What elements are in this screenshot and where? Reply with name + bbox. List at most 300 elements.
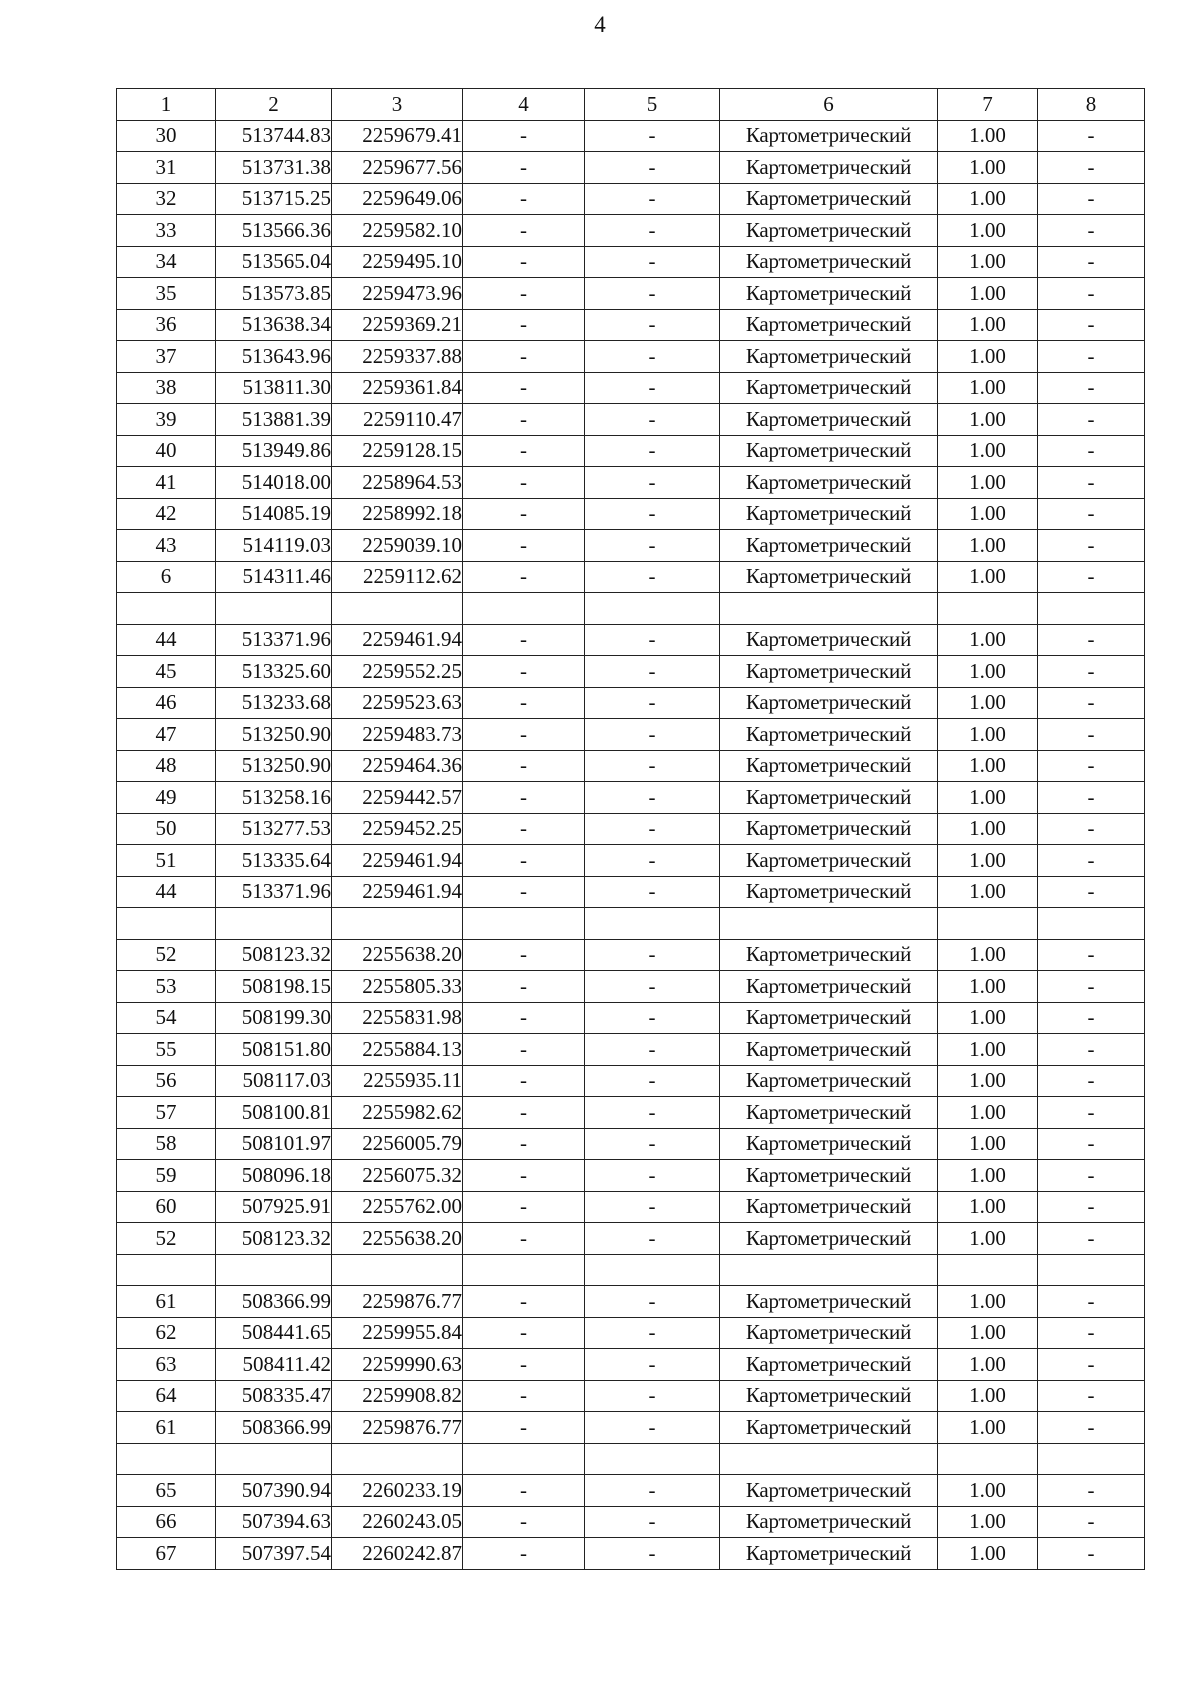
table-cell-col-5: - <box>585 467 720 499</box>
table-cell-col-3: 2259128.15 <box>332 435 463 467</box>
table-cell-col-8: - <box>1038 845 1145 877</box>
table-cell-col-8: - <box>1038 1538 1145 1570</box>
table-cell-col-7: 1.00 <box>938 1412 1038 1444</box>
table-cell-col-8: - <box>1038 1286 1145 1318</box>
table-row <box>117 719 1145 751</box>
table-cell-col-7 <box>938 593 1038 625</box>
table-cell-col-4: - <box>463 813 585 845</box>
table-cell-col-5: - <box>585 1349 720 1381</box>
table-cell-col-5 <box>585 1254 720 1286</box>
table-cell-col-7: 1.00 <box>938 530 1038 562</box>
table-cell-col-2: 508123.32 <box>216 1223 332 1255</box>
table-row <box>117 215 1145 247</box>
table-cell-col-4: - <box>463 939 585 971</box>
table-cell-col-5: - <box>585 435 720 467</box>
table-cell-col-5: - <box>585 1065 720 1097</box>
table-cell-col-4 <box>463 1254 585 1286</box>
table-cell-col-3: 2255935.11 <box>332 1065 463 1097</box>
table-cell-col-3: 2259369.21 <box>332 309 463 341</box>
table-cell-col-2 <box>216 593 332 625</box>
table-cell-col-7 <box>938 1254 1038 1286</box>
table-cell-col-6: Картометрический <box>720 183 938 215</box>
table-cell-col-1: 31 <box>117 152 216 184</box>
table-cell-col-6: Картометрический <box>720 971 938 1003</box>
table-cell-col-3: 2259523.63 <box>332 687 463 719</box>
table-row <box>117 1128 1145 1160</box>
table-cell-col-6: Картометрический <box>720 813 938 845</box>
table-cell-col-8: - <box>1038 309 1145 341</box>
table-cell-col-1: 62 <box>117 1317 216 1349</box>
table-cell-col-5: - <box>585 309 720 341</box>
table-cell-col-1: 36 <box>117 309 216 341</box>
table-cell-col-7: 1.00 <box>938 1506 1038 1538</box>
table-cell-col-2: 507397.54 <box>216 1538 332 1570</box>
table-row <box>117 1160 1145 1192</box>
table-cell-col-1: 46 <box>117 687 216 719</box>
table-cell-col-3: 2256075.32 <box>332 1160 463 1192</box>
table-cell-col-4: - <box>463 1506 585 1538</box>
table-cell-col-5: - <box>585 120 720 152</box>
table-cell-col-2: 508198.15 <box>216 971 332 1003</box>
table-cell-col-1: 65 <box>117 1475 216 1507</box>
table-cell-col-1 <box>117 1443 216 1475</box>
table-cell-col-3: 2259361.84 <box>332 372 463 404</box>
table-cell-col-6: Картометрический <box>720 467 938 499</box>
table-cell-col-4: - <box>463 1065 585 1097</box>
table-cell-col-3: 2256005.79 <box>332 1128 463 1160</box>
table-cell-col-3: 2259679.41 <box>332 120 463 152</box>
table-cell-col-7: 1.00 <box>938 435 1038 467</box>
table-cell-col-4: - <box>463 435 585 467</box>
table-cell-col-3: 2255831.98 <box>332 1002 463 1034</box>
table-cell-col-5: - <box>585 1506 720 1538</box>
table-cell-col-6: Картометрический <box>720 1065 938 1097</box>
table-cell-col-6: Картометрический <box>720 1317 938 1349</box>
table-cell-col-4: - <box>463 1097 585 1129</box>
table-cell-col-2: 514311.46 <box>216 561 332 593</box>
table-cell-col-7 <box>938 908 1038 940</box>
table-cell-col-4: - <box>463 1380 585 1412</box>
table-cell-col-1: 39 <box>117 404 216 436</box>
table-cell-col-1: 49 <box>117 782 216 814</box>
table-cell-col-2: 513233.68 <box>216 687 332 719</box>
table-cell-col-8: - <box>1038 782 1145 814</box>
table-cell-col-6: Картометрический <box>720 1475 938 1507</box>
column-header-1: 1 <box>117 89 216 121</box>
table-cell-col-7: 1.00 <box>938 750 1038 782</box>
separator-row <box>117 593 1145 625</box>
table-cell-col-2: 514119.03 <box>216 530 332 562</box>
table-cell-col-8: - <box>1038 1128 1145 1160</box>
table-cell-col-5: - <box>585 876 720 908</box>
table-cell-col-1: 52 <box>117 1223 216 1255</box>
table-cell-col-4: - <box>463 152 585 184</box>
table-cell-col-2: 513325.60 <box>216 656 332 688</box>
table-cell-col-7: 1.00 <box>938 152 1038 184</box>
table-cell-col-6: Картометрический <box>720 561 938 593</box>
table-row <box>117 1412 1145 1444</box>
table-cell-col-6 <box>720 1254 938 1286</box>
table-cell-col-2: 508199.30 <box>216 1002 332 1034</box>
table-cell-col-8: - <box>1038 246 1145 278</box>
table-cell-col-1: 52 <box>117 939 216 971</box>
column-header-3: 3 <box>332 89 463 121</box>
table-row <box>117 1538 1145 1570</box>
table-cell-col-6: Картометрический <box>720 1286 938 1318</box>
table-cell-col-1: 45 <box>117 656 216 688</box>
table-cell-col-5: - <box>585 750 720 782</box>
table-cell-col-6: Картометрический <box>720 530 938 562</box>
table-cell-col-1: 53 <box>117 971 216 1003</box>
table-cell-col-1: 30 <box>117 120 216 152</box>
table-cell-col-3: 2259495.10 <box>332 246 463 278</box>
table-cell-col-4: - <box>463 1475 585 1507</box>
column-header-6: 6 <box>720 89 938 121</box>
table-cell-col-1: 42 <box>117 498 216 530</box>
table-cell-col-5: - <box>585 1475 720 1507</box>
table-cell-col-5: - <box>585 845 720 877</box>
table-cell-col-2: 513565.04 <box>216 246 332 278</box>
table-cell-col-5: - <box>585 656 720 688</box>
table-cell-col-1 <box>117 1254 216 1286</box>
table-cell-col-7: 1.00 <box>938 1538 1038 1570</box>
table-cell-col-8: - <box>1038 152 1145 184</box>
table-cell-col-8: - <box>1038 939 1145 971</box>
table-cell-col-2: 508100.81 <box>216 1097 332 1129</box>
table-cell-col-1: 56 <box>117 1065 216 1097</box>
table-row <box>117 1065 1145 1097</box>
table-cell-col-1: 37 <box>117 341 216 373</box>
table-cell-col-7: 1.00 <box>938 687 1038 719</box>
table-cell-col-7: 1.00 <box>938 1002 1038 1034</box>
table-cell-col-4: - <box>463 561 585 593</box>
table-cell-col-2 <box>216 908 332 940</box>
table-cell-col-1: 67 <box>117 1538 216 1570</box>
table-cell-col-6: Картометрический <box>720 1380 938 1412</box>
separator-row <box>117 1443 1145 1475</box>
table-cell-col-6: Картометрический <box>720 435 938 467</box>
table-cell-col-2: 513744.83 <box>216 120 332 152</box>
table-cell-col-6: Картометрический <box>720 1506 938 1538</box>
table-cell-col-3: 2259876.77 <box>332 1286 463 1318</box>
table-cell-col-1: 61 <box>117 1286 216 1318</box>
table-cell-col-8: - <box>1038 624 1145 656</box>
table-cell-col-6: Картометрический <box>720 750 938 782</box>
table-cell-col-8: - <box>1038 530 1145 562</box>
column-header-7: 7 <box>938 89 1038 121</box>
table-cell-col-1: 44 <box>117 876 216 908</box>
table-cell-col-1: 43 <box>117 530 216 562</box>
table-cell-col-7: 1.00 <box>938 498 1038 530</box>
table-cell-col-1: 32 <box>117 183 216 215</box>
table-cell-col-5: - <box>585 246 720 278</box>
table-cell-col-6: Картометрический <box>720 1034 938 1066</box>
table-cell-col-2: 513250.90 <box>216 719 332 751</box>
table-cell-col-1: 63 <box>117 1349 216 1381</box>
table-cell-col-8: - <box>1038 656 1145 688</box>
table-cell-col-7: 1.00 <box>938 1475 1038 1507</box>
table-row <box>117 845 1145 877</box>
table-cell-col-4: - <box>463 687 585 719</box>
table-cell-col-5: - <box>585 561 720 593</box>
table-cell-col-2: 513811.30 <box>216 372 332 404</box>
table-cell-col-4: - <box>463 624 585 656</box>
table-cell-col-8: - <box>1038 687 1145 719</box>
column-header-4: 4 <box>463 89 585 121</box>
table-cell-col-6: Картометрический <box>720 687 938 719</box>
table-cell-col-6: Картометрический <box>720 876 938 908</box>
table-cell-col-6: Картометрический <box>720 1160 938 1192</box>
separator-row <box>117 908 1145 940</box>
table-cell-col-2: 508366.99 <box>216 1412 332 1444</box>
table-cell-col-3: 2259112.62 <box>332 561 463 593</box>
table-cell-col-1 <box>117 593 216 625</box>
table-cell-col-7: 1.00 <box>938 971 1038 1003</box>
table-row <box>117 1475 1145 1507</box>
table-cell-col-3: 2258964.53 <box>332 467 463 499</box>
table-cell-col-3: 2260242.87 <box>332 1538 463 1570</box>
table-cell-col-8: - <box>1038 467 1145 499</box>
table-cell-col-2: 508117.03 <box>216 1065 332 1097</box>
table-row <box>117 1034 1145 1066</box>
table-cell-col-4: - <box>463 1160 585 1192</box>
table-cell-col-5: - <box>585 215 720 247</box>
table-body <box>117 120 1145 1569</box>
table-cell-col-3: 2259552.25 <box>332 656 463 688</box>
table-row <box>117 372 1145 404</box>
table-cell-col-1: 40 <box>117 435 216 467</box>
table-cell-col-5: - <box>585 1412 720 1444</box>
table-cell-col-4: - <box>463 183 585 215</box>
table-cell-col-3: 2259461.94 <box>332 876 463 908</box>
table-cell-col-7: 1.00 <box>938 215 1038 247</box>
table-cell-col-8: - <box>1038 719 1145 751</box>
table-cell-col-8: - <box>1038 435 1145 467</box>
table-cell-col-4: - <box>463 1349 585 1381</box>
table-cell-col-4: - <box>463 1002 585 1034</box>
table-cell-col-2: 508096.18 <box>216 1160 332 1192</box>
table-cell-col-4 <box>463 1443 585 1475</box>
table-cell-col-3: 2255762.00 <box>332 1191 463 1223</box>
table-row <box>117 404 1145 436</box>
table-cell-col-2: 508441.65 <box>216 1317 332 1349</box>
table-cell-col-8: - <box>1038 1506 1145 1538</box>
table-cell-col-6: Картометрический <box>720 1412 938 1444</box>
table-cell-col-3: 2259110.47 <box>332 404 463 436</box>
table-row <box>117 687 1145 719</box>
table-cell-col-5: - <box>585 1128 720 1160</box>
table-cell-col-2 <box>216 1254 332 1286</box>
table-cell-col-7: 1.00 <box>938 1065 1038 1097</box>
table-cell-col-5: - <box>585 1286 720 1318</box>
table-cell-col-4: - <box>463 278 585 310</box>
table-cell-col-7: 1.00 <box>938 624 1038 656</box>
table-row <box>117 813 1145 845</box>
table-row <box>117 971 1145 1003</box>
table-cell-col-3: 2255884.13 <box>332 1034 463 1066</box>
table-cell-col-7: 1.00 <box>938 782 1038 814</box>
table-cell-col-4: - <box>463 309 585 341</box>
table-header-row <box>117 89 1145 121</box>
table-row <box>117 1002 1145 1034</box>
table-cell-col-2: 513715.25 <box>216 183 332 215</box>
table-row <box>117 782 1145 814</box>
table-cell-col-7: 1.00 <box>938 656 1038 688</box>
table-cell-col-6: Картометрический <box>720 1223 938 1255</box>
table-cell-col-8: - <box>1038 750 1145 782</box>
table-cell-col-4: - <box>463 719 585 751</box>
table-cell-col-4: - <box>463 1538 585 1570</box>
table-row <box>117 876 1145 908</box>
table-cell-col-5: - <box>585 939 720 971</box>
table-cell-col-3 <box>332 593 463 625</box>
table-cell-col-5: - <box>585 372 720 404</box>
table-cell-col-8: - <box>1038 404 1145 436</box>
table-cell-col-5: - <box>585 687 720 719</box>
table-cell-col-2: 513277.53 <box>216 813 332 845</box>
table-cell-col-4: - <box>463 120 585 152</box>
table-cell-col-3 <box>332 1443 463 1475</box>
table-cell-col-5: - <box>585 1223 720 1255</box>
table-cell-col-3: 2259337.88 <box>332 341 463 373</box>
page-number: 4 <box>594 12 606 37</box>
table-cell-col-3: 2259461.94 <box>332 624 463 656</box>
table-cell-col-4: - <box>463 1034 585 1066</box>
table-cell-col-1: 58 <box>117 1128 216 1160</box>
table-cell-col-4: - <box>463 341 585 373</box>
table-cell-col-8: - <box>1038 120 1145 152</box>
table-cell-col-7: 1.00 <box>938 845 1038 877</box>
column-header-2: 2 <box>216 89 332 121</box>
table-cell-col-3: 2259461.94 <box>332 845 463 877</box>
table-cell-col-6: Картометрический <box>720 1538 938 1570</box>
table-cell-col-7 <box>938 1443 1038 1475</box>
table-cell-col-6: Картометрический <box>720 278 938 310</box>
coordinates-table <box>116 88 1145 1570</box>
table-cell-col-7: 1.00 <box>938 876 1038 908</box>
table-cell-col-4: - <box>463 1286 585 1318</box>
table-cell-col-5: - <box>585 152 720 184</box>
table-cell-col-7: 1.00 <box>938 1349 1038 1381</box>
table-row <box>117 624 1145 656</box>
table-cell-col-1: 61 <box>117 1412 216 1444</box>
table-row <box>117 278 1145 310</box>
table-cell-col-3: 2259473.96 <box>332 278 463 310</box>
table-cell-col-6 <box>720 908 938 940</box>
table-cell-col-2: 508411.42 <box>216 1349 332 1381</box>
table-row <box>117 1506 1145 1538</box>
table-row <box>117 750 1145 782</box>
table-cell-col-2: 513638.34 <box>216 309 332 341</box>
table-cell-col-2: 508335.47 <box>216 1380 332 1412</box>
table-cell-col-6: Картометрический <box>720 246 938 278</box>
table-row <box>117 1097 1145 1129</box>
table-cell-col-4: - <box>463 215 585 247</box>
table-cell-col-4: - <box>463 498 585 530</box>
table-row <box>117 309 1145 341</box>
table-row <box>117 939 1145 971</box>
table-cell-col-7: 1.00 <box>938 372 1038 404</box>
table-cell-col-8: - <box>1038 498 1145 530</box>
table-cell-col-3: 2259442.57 <box>332 782 463 814</box>
table-cell-col-8: - <box>1038 1160 1145 1192</box>
table-cell-col-5: - <box>585 1097 720 1129</box>
table-cell-col-2: 508366.99 <box>216 1286 332 1318</box>
table-cell-col-7: 1.00 <box>938 278 1038 310</box>
table-cell-col-5: - <box>585 1191 720 1223</box>
table-cell-col-2: 507394.63 <box>216 1506 332 1538</box>
table-cell-col-1: 35 <box>117 278 216 310</box>
table-cell-col-2: 513949.86 <box>216 435 332 467</box>
table-cell-col-8: - <box>1038 1097 1145 1129</box>
table-cell-col-3: 2259990.63 <box>332 1349 463 1381</box>
table-cell-col-5 <box>585 1443 720 1475</box>
table-cell-col-7: 1.00 <box>938 1191 1038 1223</box>
table-cell-col-7: 1.00 <box>938 1223 1038 1255</box>
table-cell-col-4 <box>463 908 585 940</box>
table-row <box>117 498 1145 530</box>
column-header-5: 5 <box>585 89 720 121</box>
table-cell-col-5: - <box>585 1317 720 1349</box>
table-cell-col-7: 1.00 <box>938 1286 1038 1318</box>
table-cell-col-2: 513335.64 <box>216 845 332 877</box>
table-row <box>117 1317 1145 1349</box>
table-row <box>117 1223 1145 1255</box>
table-cell-col-2: 513566.36 <box>216 215 332 247</box>
table-cell-col-6: Картометрический <box>720 498 938 530</box>
table-cell-col-5: - <box>585 1034 720 1066</box>
table-cell-col-1: 59 <box>117 1160 216 1192</box>
table-cell-col-5: - <box>585 530 720 562</box>
table-cell-col-7: 1.00 <box>938 561 1038 593</box>
table-cell-col-8: - <box>1038 971 1145 1003</box>
table-row <box>117 120 1145 152</box>
table-cell-col-4: - <box>463 372 585 404</box>
table-cell-col-7: 1.00 <box>938 341 1038 373</box>
table-cell-col-1: 55 <box>117 1034 216 1066</box>
table-cell-col-7: 1.00 <box>938 1097 1038 1129</box>
table-cell-col-3: 2259876.77 <box>332 1412 463 1444</box>
table-row <box>117 183 1145 215</box>
table-cell-col-7: 1.00 <box>938 1317 1038 1349</box>
table-cell-col-5: - <box>585 782 720 814</box>
table-row <box>117 435 1145 467</box>
table-row <box>117 341 1145 373</box>
table-cell-col-4: - <box>463 845 585 877</box>
table-cell-col-5: - <box>585 278 720 310</box>
table-cell-col-7: 1.00 <box>938 719 1038 751</box>
table-cell-col-8 <box>1038 1443 1145 1475</box>
table-cell-col-3: 2259649.06 <box>332 183 463 215</box>
table-cell-col-4: - <box>463 782 585 814</box>
table-cell-col-2: 513258.16 <box>216 782 332 814</box>
table-cell-col-4: - <box>463 467 585 499</box>
table-cell-col-3 <box>332 908 463 940</box>
table-cell-col-3: 2258992.18 <box>332 498 463 530</box>
table-cell-col-7: 1.00 <box>938 246 1038 278</box>
table-cell-col-6: Картометрический <box>720 939 938 971</box>
table-cell-col-8 <box>1038 593 1145 625</box>
table-cell-col-2: 514085.19 <box>216 498 332 530</box>
table-cell-col-2: 513731.38 <box>216 152 332 184</box>
table-cell-col-7: 1.00 <box>938 1034 1038 1066</box>
table-cell-col-4: - <box>463 1191 585 1223</box>
table-cell-col-5 <box>585 908 720 940</box>
table-row <box>117 1380 1145 1412</box>
table-cell-col-6: Картометрический <box>720 1128 938 1160</box>
table-cell-col-3: 2259039.10 <box>332 530 463 562</box>
table-cell-col-7: 1.00 <box>938 404 1038 436</box>
